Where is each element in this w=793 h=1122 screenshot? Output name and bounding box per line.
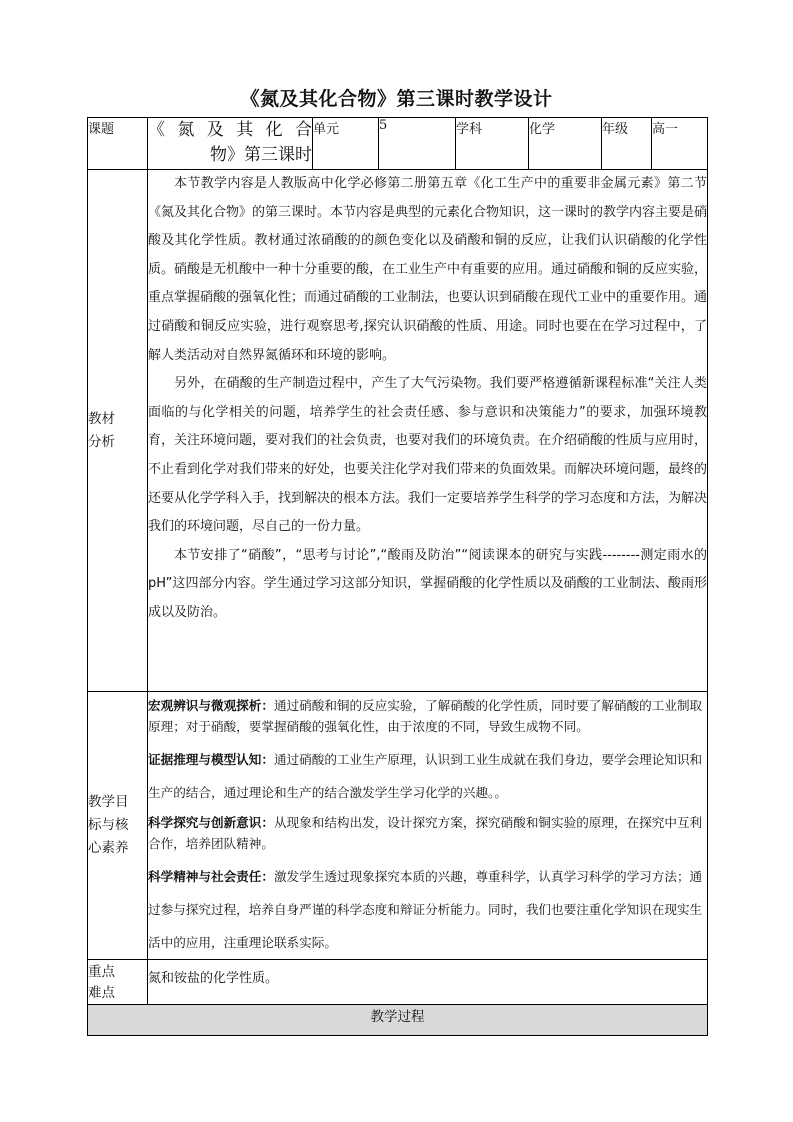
goal-item-2-head: 证据推理与模型认知：: [148, 752, 274, 767]
analysis-label-line1: 教材: [88, 410, 115, 427]
goal-item-4: [148, 860, 707, 959]
goal-item-4-head: 科学精神与社会责任：: [148, 869, 274, 884]
topic-value: [148, 118, 313, 170]
goal-item-2-text: 通过硝酸的工业生产原理，认识到工业生成就在我们身边，要学会理论知识和生产的结合，通过理论和生产的结合激发学生学习化学的兴趣。。: [148, 752, 703, 800]
goal-item-1-text: 通过硝酸和铜的反应实验，了解硝酸的化学性质，同时要了解硝酸的工业制取原理；对于硝酸，要掌握硝酸的强氧化性，由于浓度的不同，导致生成物不同。: [148, 698, 703, 734]
key-points-row: [88, 960, 708, 1005]
goals-label-line1: 教学目: [88, 794, 129, 810]
process-header: 教学过程: [88, 1005, 708, 1036]
unit-label: 单元: [313, 118, 379, 170]
goal-item-4-text: 激发学生透过现象探究本质的兴趣，尊重科学，认真学习科学的学习方法；通过参与探究过程，培养自身严谨的科学态度和辩证分析能力。同时，我们也要注重化学知识在现实生活中的应用，注重理论联系实际。: [148, 869, 703, 950]
process-row: [88, 1005, 708, 1036]
analysis-paragraph-1: 本节教学内容是人教版高中化学必修第二册第五章《化工生产中的重要非金属元素》第二节《氮及其化合物》的第三课时。本节内容是典型的元素化合物知识，这一课时的教学内容主要是硝酸及其化学性质。教材通过浓硝酸的的颜色变化以及硝酸和铜的反应，让我们认识硝酸的化学性质。硝酸是无机酸中一种十分重要的酸，在工业生产中有重要的应用。通过硝酸和铜的反应实验，重点掌握硝酸的强氧化性；而通过硝酸的工业制法，也要认识到硝酸在现代工业中的重要作用。通过硝酸和铜反应实验，进行观察思考,探究认识硝酸的性质、用途。同时也要在在学习过程中，了解人类活动对自然界氮循环和环境的影响。: [148, 176, 708, 363]
goals-label-line2: 标与核: [88, 817, 129, 833]
key-points-label-line1: 重点: [88, 964, 115, 980]
analysis-label: [88, 170, 148, 692]
goal-item-1-head: 宏观辨识与微观探析：: [148, 698, 274, 713]
analysis-paragraph-3: 本节安排了“硝酸”，“思考与讨论”,“酸雨及防治”“阅读课本的研究与实践--------测定雨水的pH”这四部分内容。学生通过学习这部分知识，掌握硝酸的化学性质以及硝酸的工业制法、酸雨形成以及防治。: [148, 547, 707, 620]
subject-value: 化学: [529, 118, 602, 170]
document-title: 《氮及其化合物》第三课时教学设计: [240, 88, 553, 110]
goals-row: [88, 692, 708, 960]
unit-value: 5: [379, 118, 456, 170]
topic-label: 课题: [88, 118, 148, 170]
analysis-paragraph-2: 另外，在硝酸的生产制造过程中，产生了大气污染物。我们要严格遵循新课程标准“关注人类面临的与化学相关的问题，培养学生的社会责任感、参与意识和决策能力”的要求，加强环境教育，关注环境问题，要对我们的社会负责，也要对我们的环境负责。在介绍硝酸的性质与应用时，不止看到化学对我们带来的好处，也要关注化学对我们带来的负面效果。而解决环境问题，最终的还要从化学学科入手，找到解决的根本方法。我们一定要培养学生科学的学习态度和方法，为解决我们的环境问题，尽自己的一份力量。: [148, 376, 708, 535]
header-row: [88, 118, 708, 170]
goal-item-3-text: 从现象和结构出发，设计探究方案，探究硝酸和铜实验的原理，在探究中互利合作，培养团队精神。: [148, 815, 703, 851]
topic-value-line2: 物》第三课时: [210, 145, 312, 165]
goals-content: [148, 692, 708, 960]
grade-label: 年级: [602, 118, 652, 170]
key-points-content: 氮和铵盐的化学性质。: [148, 960, 708, 1005]
key-points-label-line2: 难点: [88, 985, 115, 1001]
grade-value: 高一: [652, 118, 708, 170]
goals-label: [88, 692, 148, 960]
goal-item-1: [148, 695, 707, 737]
analysis-content: [148, 170, 708, 692]
topic-value-line1: 《氮及其化合: [148, 120, 312, 140]
goals-label-line3: 心素养: [88, 840, 129, 856]
subject-label: 学科: [456, 118, 529, 170]
goal-item-3: [148, 812, 707, 854]
goal-item-2: [148, 743, 707, 809]
key-points-label: [88, 960, 148, 1005]
analysis-label-line2: 分析: [88, 433, 115, 450]
analysis-row: [88, 170, 708, 692]
goal-item-3-head: 科学探究与创新意识：: [148, 815, 274, 830]
lesson-plan-table: [87, 117, 708, 1036]
